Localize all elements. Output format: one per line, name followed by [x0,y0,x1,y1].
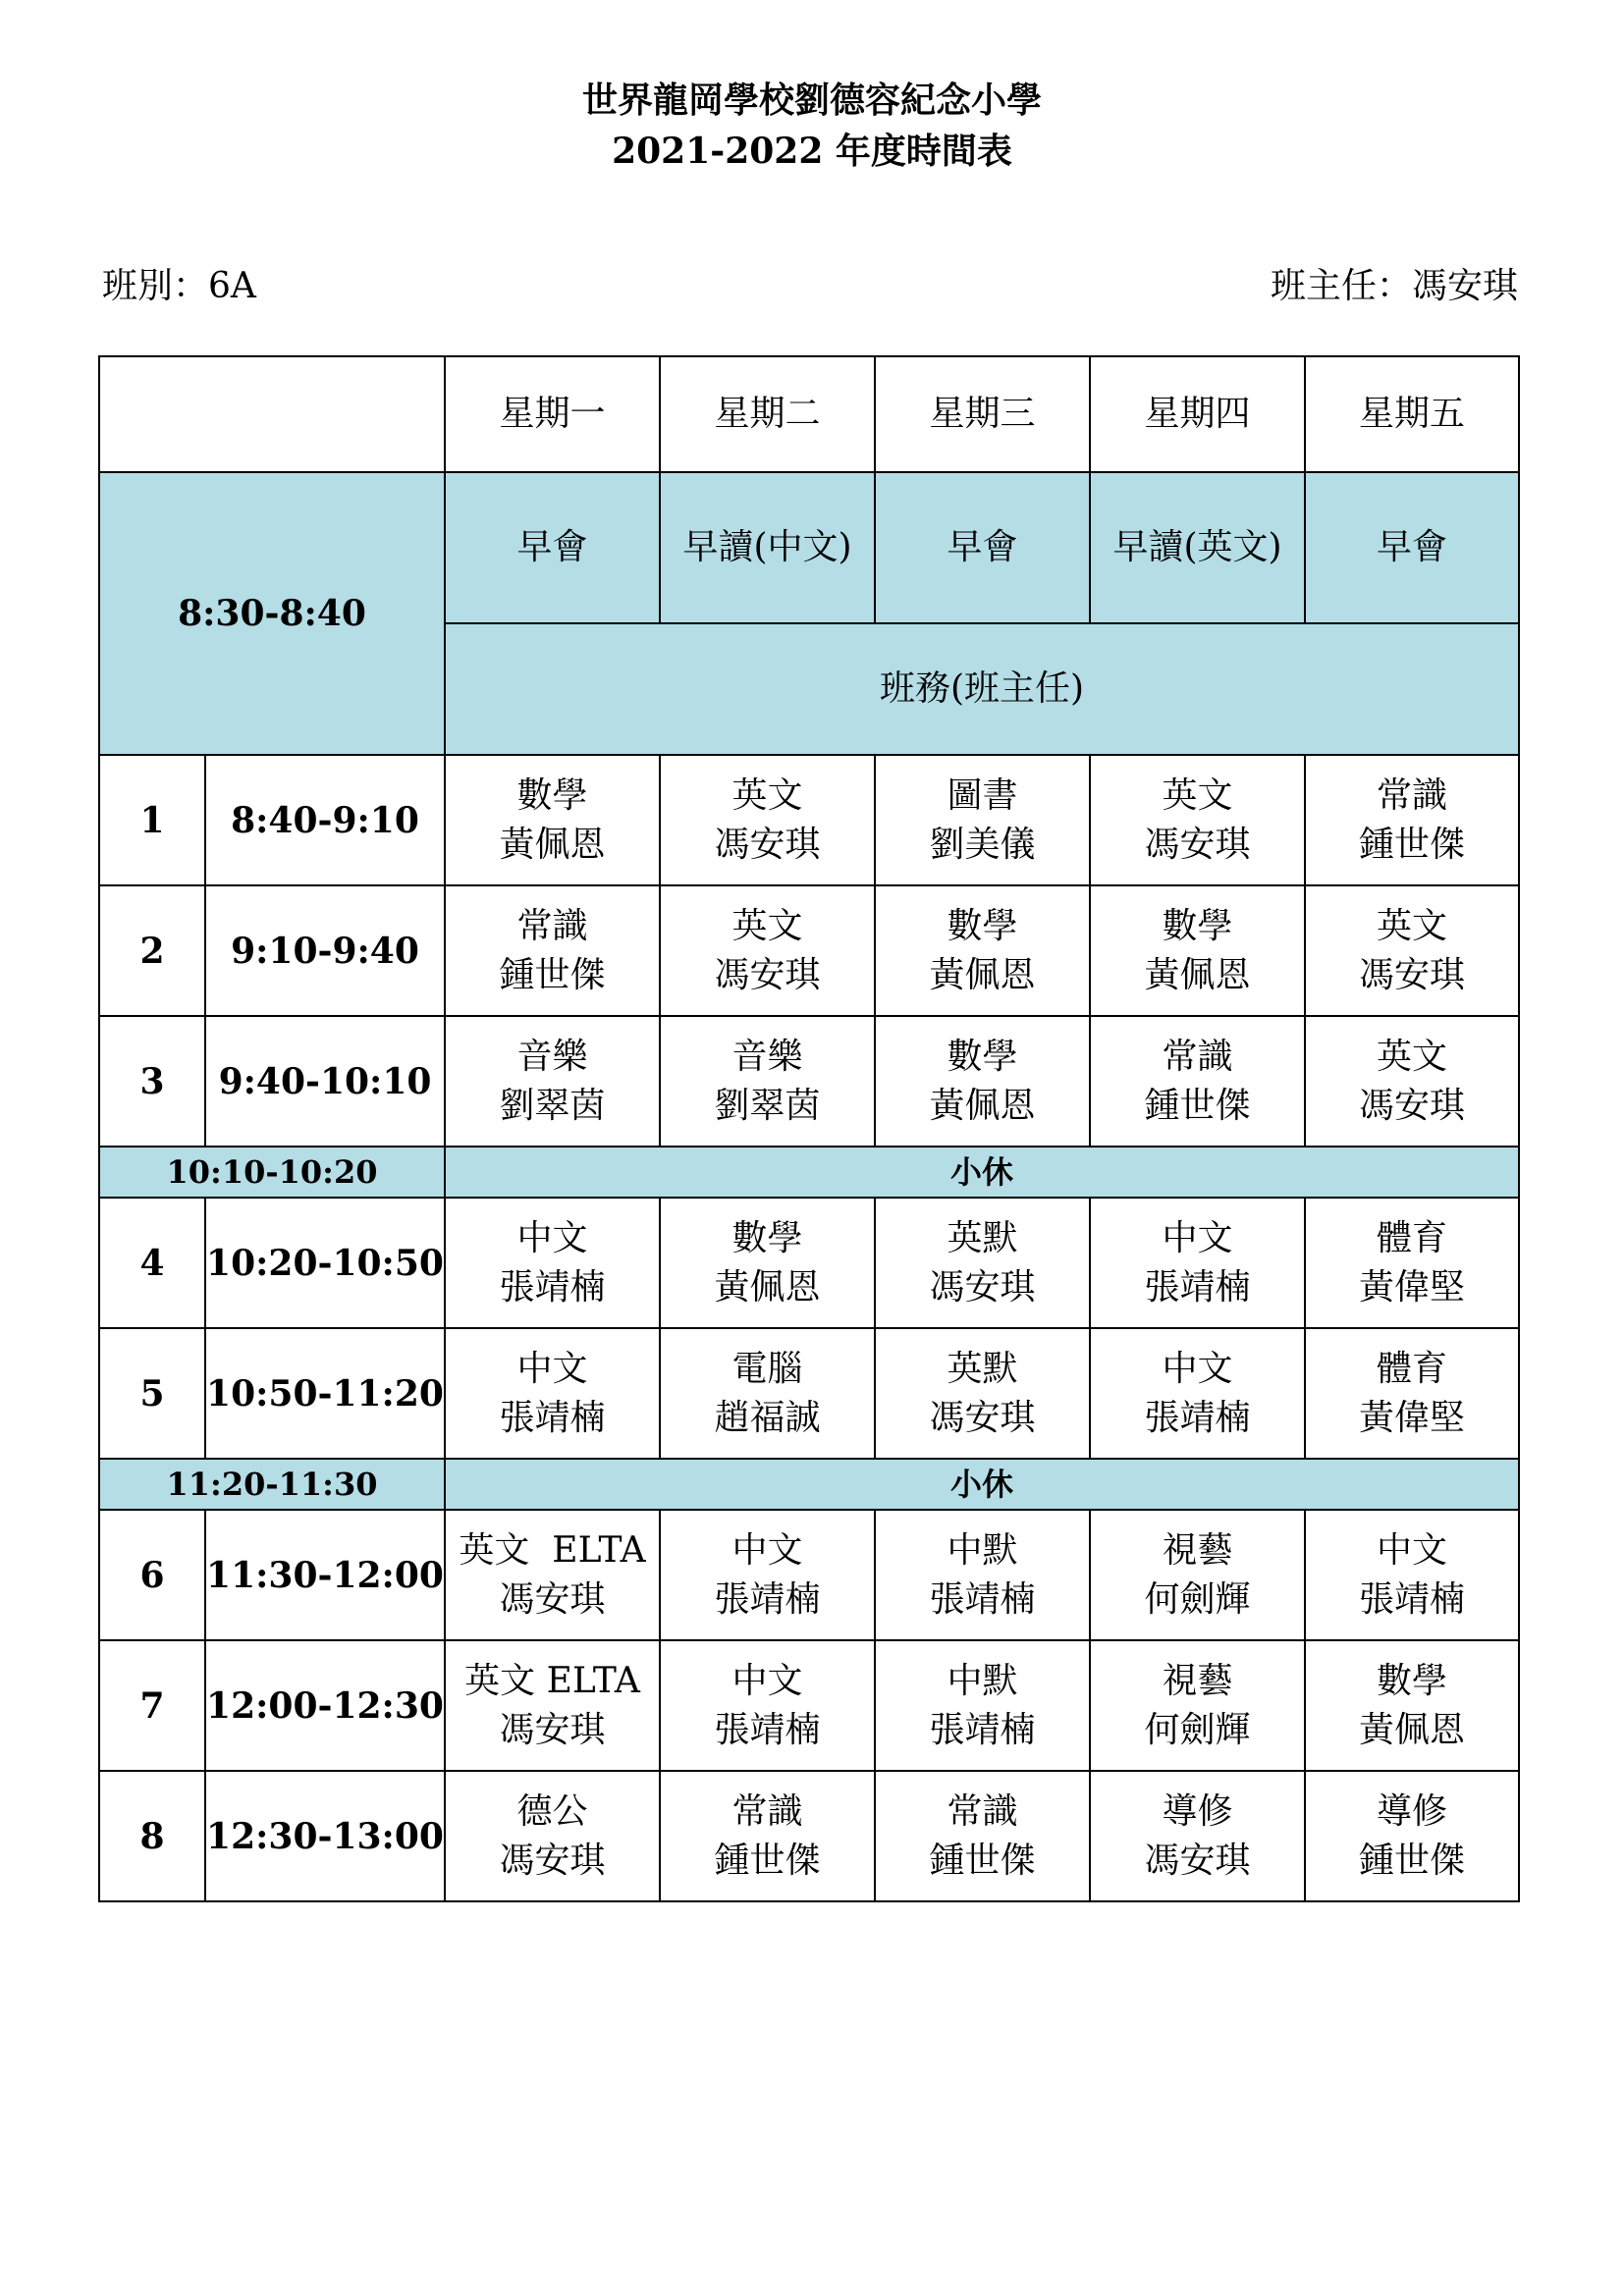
lesson-teacher: 鍾世傑 [714,1840,821,1881]
lesson-teacher: 黃佩恩 [929,1085,1036,1126]
period-row-7 [99,1640,1519,1771]
period-number: 3 [99,1016,205,1147]
lesson-cell [660,1510,875,1640]
lesson-subject: 中文 [1162,1348,1233,1389]
period-number: 1 [99,755,205,885]
lesson-subject: 英默 [947,1348,1018,1389]
lesson-subject: 英文 ELTA [459,1529,646,1571]
period-row-3 [99,1016,1519,1147]
period-number: 7 [99,1640,205,1771]
school-name: 世界龍岡學校劉德容紀念小學 [581,80,1042,121]
break-row-1 [99,1147,1519,1198]
lesson-cell [1305,755,1519,885]
lesson-teacher: 黃佩恩 [929,954,1036,995]
lesson-cell [1090,1510,1305,1640]
lesson-subject: 視藝 [1162,1660,1233,1701]
lesson-subject: 數學 [947,1036,1018,1077]
lesson-cell [1090,885,1305,1016]
lesson-teacher: 馮安琪 [499,1840,606,1881]
lesson-cell [660,1328,875,1459]
lesson-cell [875,1198,1090,1328]
lesson-subject: 中文 [1376,1529,1447,1571]
lesson-subject: 數學 [947,905,1018,946]
assembly-activity-tue: 早讀(中文) [660,472,875,623]
period-time: 10:20-10:50 [205,1198,445,1328]
lesson-cell [445,1510,660,1640]
period-time: 12:30-13:00 [205,1771,445,1901]
break-time: 11:20-11:30 [99,1459,445,1510]
lesson-cell [660,1016,875,1147]
lesson-subject: 導修 [1376,1790,1447,1832]
lesson-subject: 中文 [516,1348,588,1389]
lesson-cell [875,1771,1090,1901]
period-number: 2 [99,885,205,1016]
period-time: 9:10-9:40 [205,885,445,1016]
lesson-cell [445,1771,660,1901]
lesson-cell [1090,1771,1305,1901]
lesson-cell [875,1016,1090,1147]
timetable [98,355,1520,1902]
day-header-tue: 星期二 [660,356,875,472]
lesson-cell [1090,1016,1305,1147]
lesson-teacher: 張靖楠 [929,1578,1036,1620]
lesson-subject: 導修 [1162,1790,1233,1832]
lesson-cell [445,885,660,1016]
break-row-2 [99,1459,1519,1510]
period-number: 4 [99,1198,205,1328]
lesson-teacher: 鍾世傑 [1358,1840,1465,1881]
period-row-5 [99,1328,1519,1459]
lesson-subject: 數學 [731,1217,803,1258]
lesson-subject: 英默 [947,1217,1018,1258]
class-teacher-label: 班主任：馮安琪 [1270,266,1518,306]
lesson-cell [660,1771,875,1901]
lesson-teacher: 黃佩恩 [1144,954,1251,995]
lesson-cell [660,755,875,885]
lesson-cell [445,1328,660,1459]
period-row-8 [99,1771,1519,1901]
lesson-subject: 中默 [947,1529,1018,1571]
lesson-subject: 音樂 [731,1036,803,1077]
lesson-teacher: 趙福誠 [714,1397,821,1438]
timetable-title: 2021-2022 年度時間表 [612,131,1012,172]
lesson-subject: 英文 [1376,1036,1447,1077]
break-label: 小休 [445,1459,1519,1510]
lesson-teacher: 馮安琪 [1358,954,1465,995]
lesson-teacher: 馮安琪 [1144,1840,1251,1881]
lesson-teacher: 張靖楠 [499,1266,606,1308]
break-label: 小休 [445,1147,1519,1198]
lesson-cell [1090,755,1305,885]
lesson-subject: 英文 [1162,774,1233,816]
period-time: 12:00-12:30 [205,1640,445,1771]
lesson-cell [875,1640,1090,1771]
break-time: 10:10-10:20 [99,1147,445,1198]
lesson-teacher: 張靖楠 [714,1709,821,1750]
period-time: 11:30-12:00 [205,1510,445,1640]
lesson-teacher: 張靖楠 [1358,1578,1465,1620]
lesson-cell [1305,885,1519,1016]
assembly-activity-mon: 早會 [445,472,660,623]
lesson-subject: 中文 [731,1660,803,1701]
day-header-fri: 星期五 [1305,356,1519,472]
period-row-2 [99,885,1519,1016]
lesson-cell [1305,1198,1519,1328]
lesson-teacher: 鍾世傑 [499,954,606,995]
lesson-cell [445,1640,660,1771]
lesson-subject: 常識 [516,905,588,946]
lesson-teacher: 馮安琪 [499,1709,606,1750]
lesson-cell [1090,1198,1305,1328]
lesson-cell [875,1328,1090,1459]
lesson-teacher: 張靖楠 [1144,1266,1251,1308]
assembly-activity-thu: 早讀(英文) [1090,472,1305,623]
lesson-subject: 數學 [1162,905,1233,946]
lesson-cell [660,1640,875,1771]
assembly-activity-fri: 早會 [1305,472,1519,623]
lesson-cell [1305,1640,1519,1771]
lesson-cell [445,1198,660,1328]
lesson-teacher: 黃佩恩 [1358,1709,1465,1750]
lesson-teacher: 張靖楠 [1144,1397,1251,1438]
lesson-teacher: 馮安琪 [929,1266,1036,1308]
lesson-teacher: 劉美儀 [929,824,1036,865]
day-header-wed: 星期三 [875,356,1090,472]
lesson-cell [1305,1510,1519,1640]
lesson-teacher: 黃佩恩 [499,824,606,865]
lesson-teacher: 鍾世傑 [1144,1085,1251,1126]
lesson-cell [445,1016,660,1147]
lesson-cell [875,1510,1090,1640]
lesson-subject: 英文 ELTA [464,1660,640,1701]
lesson-teacher: 張靖楠 [499,1397,606,1438]
lesson-subject: 圖書 [947,774,1018,816]
lesson-subject: 英文 [731,774,803,816]
lesson-teacher: 張靖楠 [929,1709,1036,1750]
lesson-teacher: 黃偉堅 [1358,1266,1465,1308]
lesson-cell [1305,1016,1519,1147]
period-number: 6 [99,1510,205,1640]
period-time: 9:40-10:10 [205,1016,445,1147]
lesson-subject: 體育 [1376,1348,1447,1389]
lesson-subject: 常識 [947,1790,1018,1832]
period-number: 5 [99,1328,205,1459]
lesson-subject: 中文 [516,1217,588,1258]
lesson-subject: 常識 [1162,1036,1233,1077]
assembly-time: 8:30-8:40 [99,472,445,755]
period-row-1 [99,755,1519,885]
assembly-row [99,472,1519,623]
lesson-cell [660,1198,875,1328]
lesson-subject: 中文 [1162,1217,1233,1258]
lesson-subject: 中默 [947,1660,1018,1701]
lesson-cell [1090,1328,1305,1459]
class-affairs: 班務(班主任) [445,623,1519,755]
lesson-teacher: 何劍輝 [1144,1709,1251,1750]
lesson-teacher: 張靖楠 [714,1578,821,1620]
lesson-teacher: 馮安琪 [1144,824,1251,865]
class-label: 班別：6A [102,266,256,306]
lesson-cell [875,885,1090,1016]
lesson-subject: 電腦 [731,1348,803,1389]
lesson-teacher: 馮安琪 [929,1397,1036,1438]
lesson-teacher: 鍾世傑 [1358,824,1465,865]
lesson-subject: 視藝 [1162,1529,1233,1571]
lesson-teacher: 劉翠茵 [499,1085,606,1126]
corner-cell [99,356,445,472]
lesson-subject: 數學 [1376,1660,1447,1701]
period-time: 10:50-11:20 [205,1328,445,1459]
lesson-cell [660,885,875,1016]
assembly-activity-wed: 早會 [875,472,1090,623]
lesson-teacher: 黃佩恩 [714,1266,821,1308]
lesson-teacher: 鍾世傑 [929,1840,1036,1881]
lesson-subject: 數學 [516,774,588,816]
lesson-subject: 中文 [731,1529,803,1571]
lesson-teacher: 何劍輝 [1144,1578,1251,1620]
lesson-cell [1305,1771,1519,1901]
day-header-row [99,356,1519,472]
period-time: 8:40-9:10 [205,755,445,885]
lesson-subject: 英文 [1376,905,1447,946]
lesson-cell [1090,1640,1305,1771]
lesson-teacher: 劉翠茵 [714,1085,821,1126]
lesson-cell [445,755,660,885]
lesson-subject: 音樂 [516,1036,588,1077]
lesson-teacher: 馮安琪 [714,824,821,865]
lesson-teacher: 黃偉堅 [1358,1397,1465,1438]
lesson-subject: 英文 [731,905,803,946]
day-header-mon: 星期一 [445,356,660,472]
period-row-6 [99,1510,1519,1640]
lesson-subject: 體育 [1376,1217,1447,1258]
lesson-teacher: 馮安琪 [1358,1085,1465,1126]
lesson-cell [875,755,1090,885]
period-number: 8 [99,1771,205,1901]
period-row-4 [99,1198,1519,1328]
lesson-teacher: 馮安琪 [714,954,821,995]
lesson-subject: 常識 [731,1790,803,1832]
lesson-subject: 德公 [516,1790,588,1832]
lesson-cell [1305,1328,1519,1459]
lesson-subject: 常識 [1376,774,1447,816]
lesson-teacher: 馮安琪 [499,1578,606,1620]
day-header-thu: 星期四 [1090,356,1305,472]
